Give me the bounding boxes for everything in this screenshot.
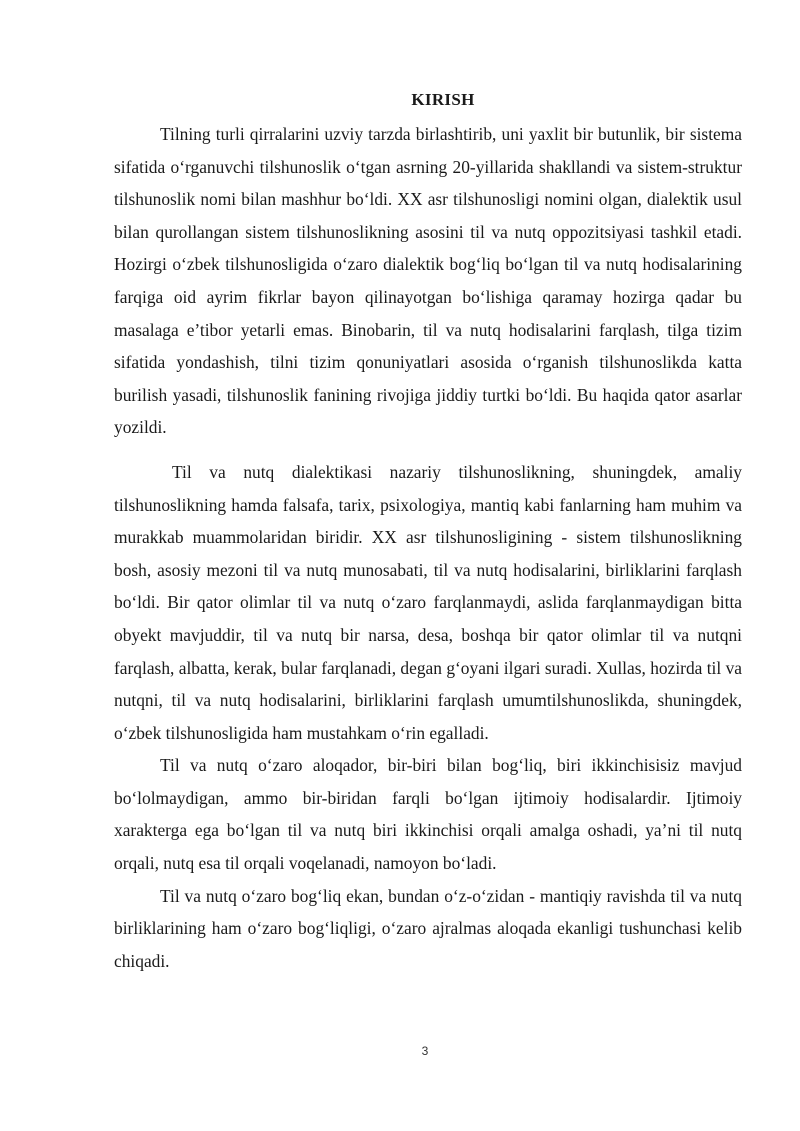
page-number: 3 (421, 1044, 429, 1058)
paragraph-1: Tilning turli qirralarini uzviy tarzda birlashtirib, uni yaxlit bir butunlik, bir sistema sifatida o‘rganuvchi tilshunoslik o‘tgan asrning 20-yillarida shakllandi va sistem-struktur tilshunoslik nomi bilan mashhur bo‘ldi. XX asr tilshunosligi nomini olgan, dialektik usul bilan qurollangan sistem tilshunoslikning asosini til va nutq oppozitsiyasi tashkil etadi. Hozirgi o‘zbek tilshunosligida o‘zaro dialektik bog‘liq bo‘lgan til va nutq hodisalarining farqiga oid ayrim fikrlar bayon qilinayotgan bo‘lishiga qaramay hozirga qadar bu masalaga e’tibor yetarli emas. Binobarin, til va nutq hodisalarini farqlash, tilga tizim sifatida yondashish, tilni tizim qonuniyatlari asosida o‘rganish tilshunoslikda katta burilish yasadi, tilshunoslik fanining rivojiga jiddiy turtki bo‘ldi. Bu haqida qator asarlar yozildi. (114, 124, 742, 438)
paragraph-3: Til va nutq o‘zaro aloqador, bir-biri bilan bog‘liq, biri ikkinchisisiz mavjud bo‘lolmaydigan, ammo bir-biridan farqli bo‘lgan ijtimoiy hodisalardir. Ijtimoiy xarakterga ega bo‘lgan til va nutq biri ikkinchisi orqali amalga oshadi, ya’ni til nutq orqali, nutq esa til orqali voqelanadi, namoyon bo‘ladi. (114, 755, 742, 874)
paragraph-4: Til va nutq o‘zaro bog‘liq ekan, bundan o‘z-o‘zidan - mantiqiy ravishda til va nutq birliklarining ham o‘zaro bog‘liqligi, o‘zaro ajralmas aloqada ekanligi tushunchasi kelib chiqadi. (114, 885, 742, 971)
paragraph-2: Til va nutq dialektikasi nazariy tilshunoslikning, shuningdek, amaliy tilshunoslikning hamda falsafa, tarix, psixologiya, mantiq kabi fanlarning ham muhim va murakkab muammolaridan biridir. XX asr tilshunosligining - sistem tilshunoslikning bosh, asosiy mezoni til va nutq munosabati, til va nutq hodisalarini, birliklarini farqlash bo‘ldi. Bir qator olimlar til va nutq o‘zaro farqlanmaydi, aslida farqlanmaydigan bitta obyekt mavjuddir, til va nutq bir narsa, desa, boshqa bir qator olimlar til va nutqni farqlash, albatta, kerak, bular farqlanadi, degan g‘oyani ilgari suradi. Xullas, hozirda til va nutqni, til va nutq hodisalarini, birliklarini farqlash umumtilshunoslikda, shuningdek, o‘zbek tilshunosligida ham mustahkam o‘rin egalladi. (114, 461, 742, 743)
section-heading: KIRISH (411, 90, 475, 109)
document-page (114, 88, 742, 977)
